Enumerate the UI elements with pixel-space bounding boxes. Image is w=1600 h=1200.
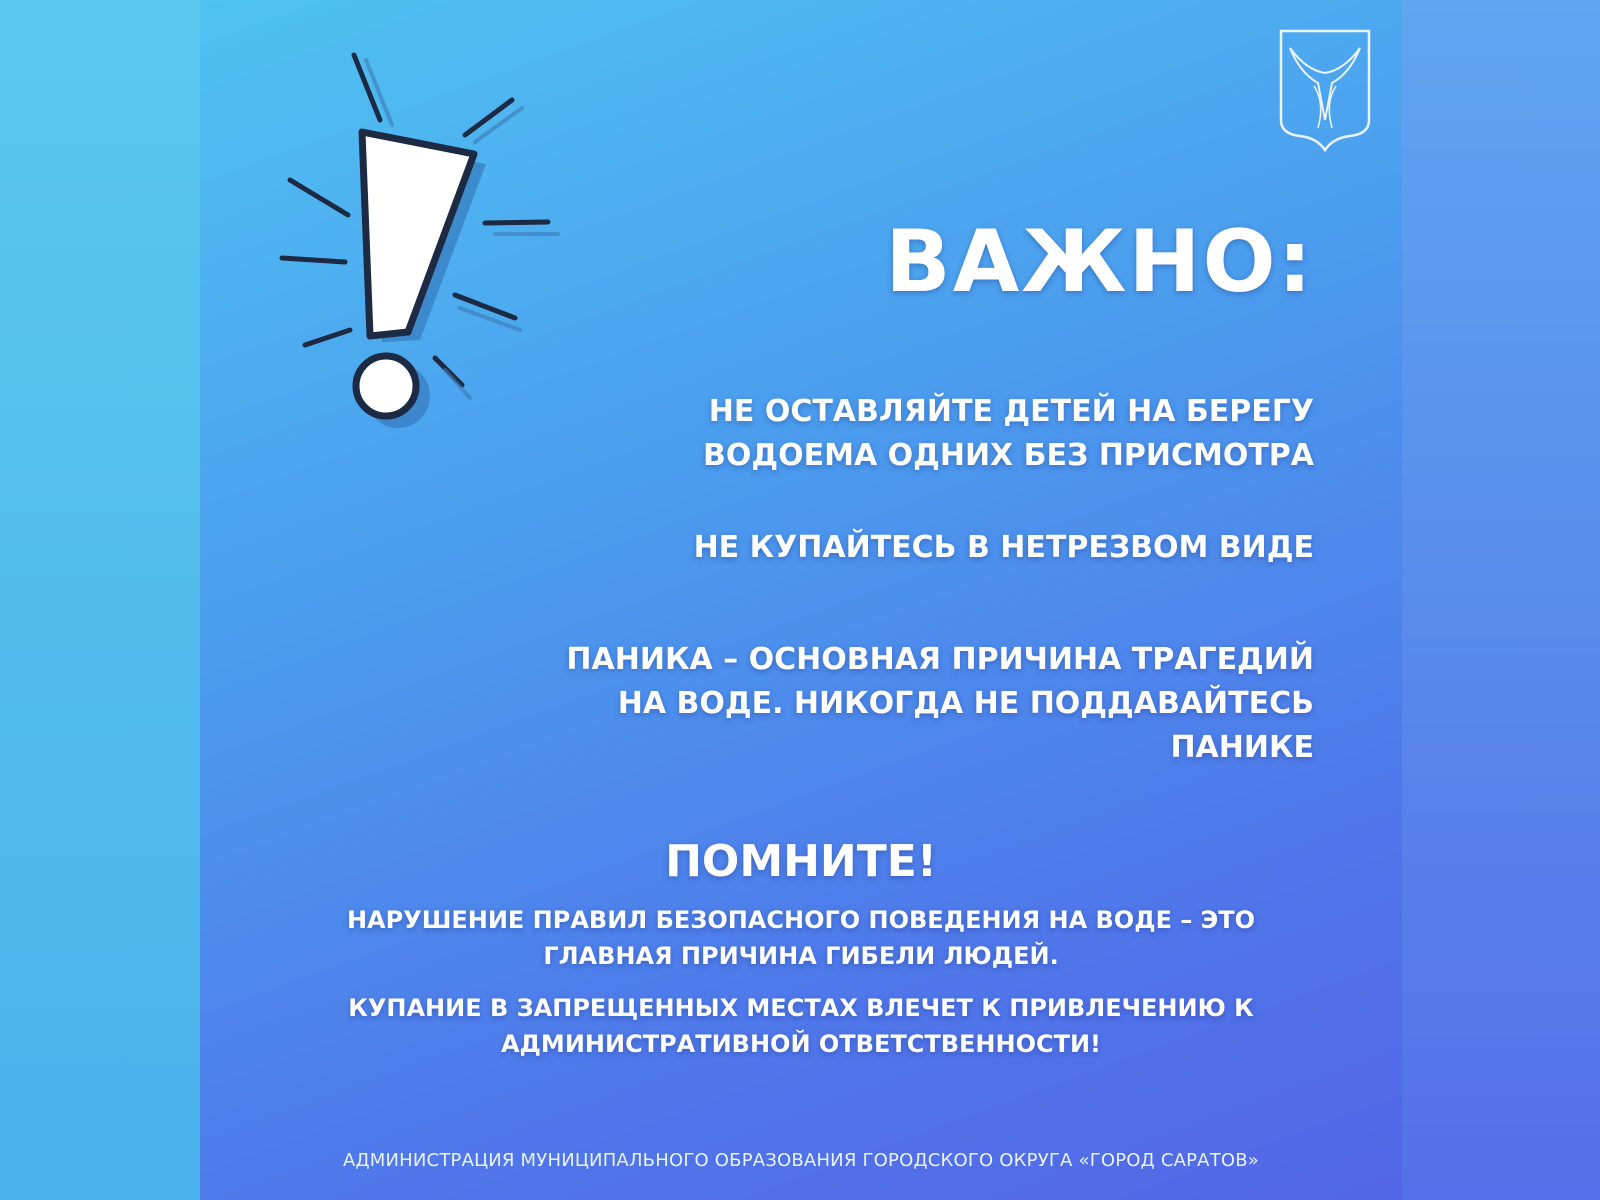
rule-line: ПАНИКЕ	[1170, 730, 1314, 765]
background-left-strip	[0, 0, 200, 1200]
saratov-coat-of-arms-emblem	[1278, 28, 1372, 152]
exclamation-mark-icon	[270, 40, 590, 450]
rule-line: НЕ ОСТАВЛЯЙТЕ ДЕТЕЙ НА БЕРЕГУ	[708, 394, 1314, 429]
notice-safety-violation	[230, 902, 1372, 974]
notice-line: НАРУШЕНИЕ ПРАВИЛ БЕЗОПАСНОГО ПОВЕДЕНИЯ НА ВОДЕ – ЭТО	[346, 906, 1256, 934]
page-title: ВАЖНО:	[885, 212, 1314, 312]
notice-line: ГЛАВНАЯ ПРИЧИНА ГИБЕЛИ ЛЮДЕЙ.	[543, 942, 1059, 970]
rule-children-supervision	[414, 390, 1314, 478]
rule-no-panic	[414, 638, 1314, 770]
remember-heading: ПОМНИТЕ!	[665, 836, 937, 887]
footer-organization: АДМИНИСТРАЦИЯ МУНИЦИПАЛЬНОГО ОБРАЗОВАНИЯ ГОРОДСКОГО ОКРУГА «ГОРОД САРАТОВ»	[342, 1150, 1260, 1171]
rule-line: ВОДОЕМА ОДНИХ БЕЗ ПРИСМОТРА	[703, 438, 1314, 473]
notice-line: КУПАНИЕ В ЗАПРЕЩЕННЫХ МЕСТАХ ВЛЕЧЕТ К ПРИВЛЕЧЕНИЮ К	[348, 994, 1254, 1022]
background-right-strip	[1402, 0, 1600, 1200]
notice-line: АДМИНИСТРАТИВНОЙ ОТВЕТСТВЕННОСТИ!	[500, 1030, 1101, 1058]
rule-line: НА ВОДЕ. НИКОГДА НЕ ПОДДАВАЙТЕСЬ	[617, 686, 1314, 721]
notice-administrative-liability	[230, 990, 1372, 1062]
rule-line: ПАНИКА – ОСНОВНАЯ ПРИЧИНА ТРАГЕДИЙ	[566, 642, 1314, 677]
rule-line: НЕ КУПАЙТЕСЬ В НЕТРЕЗВОМ ВИДЕ	[693, 530, 1314, 565]
rule-no-drunk-swimming	[414, 526, 1314, 570]
